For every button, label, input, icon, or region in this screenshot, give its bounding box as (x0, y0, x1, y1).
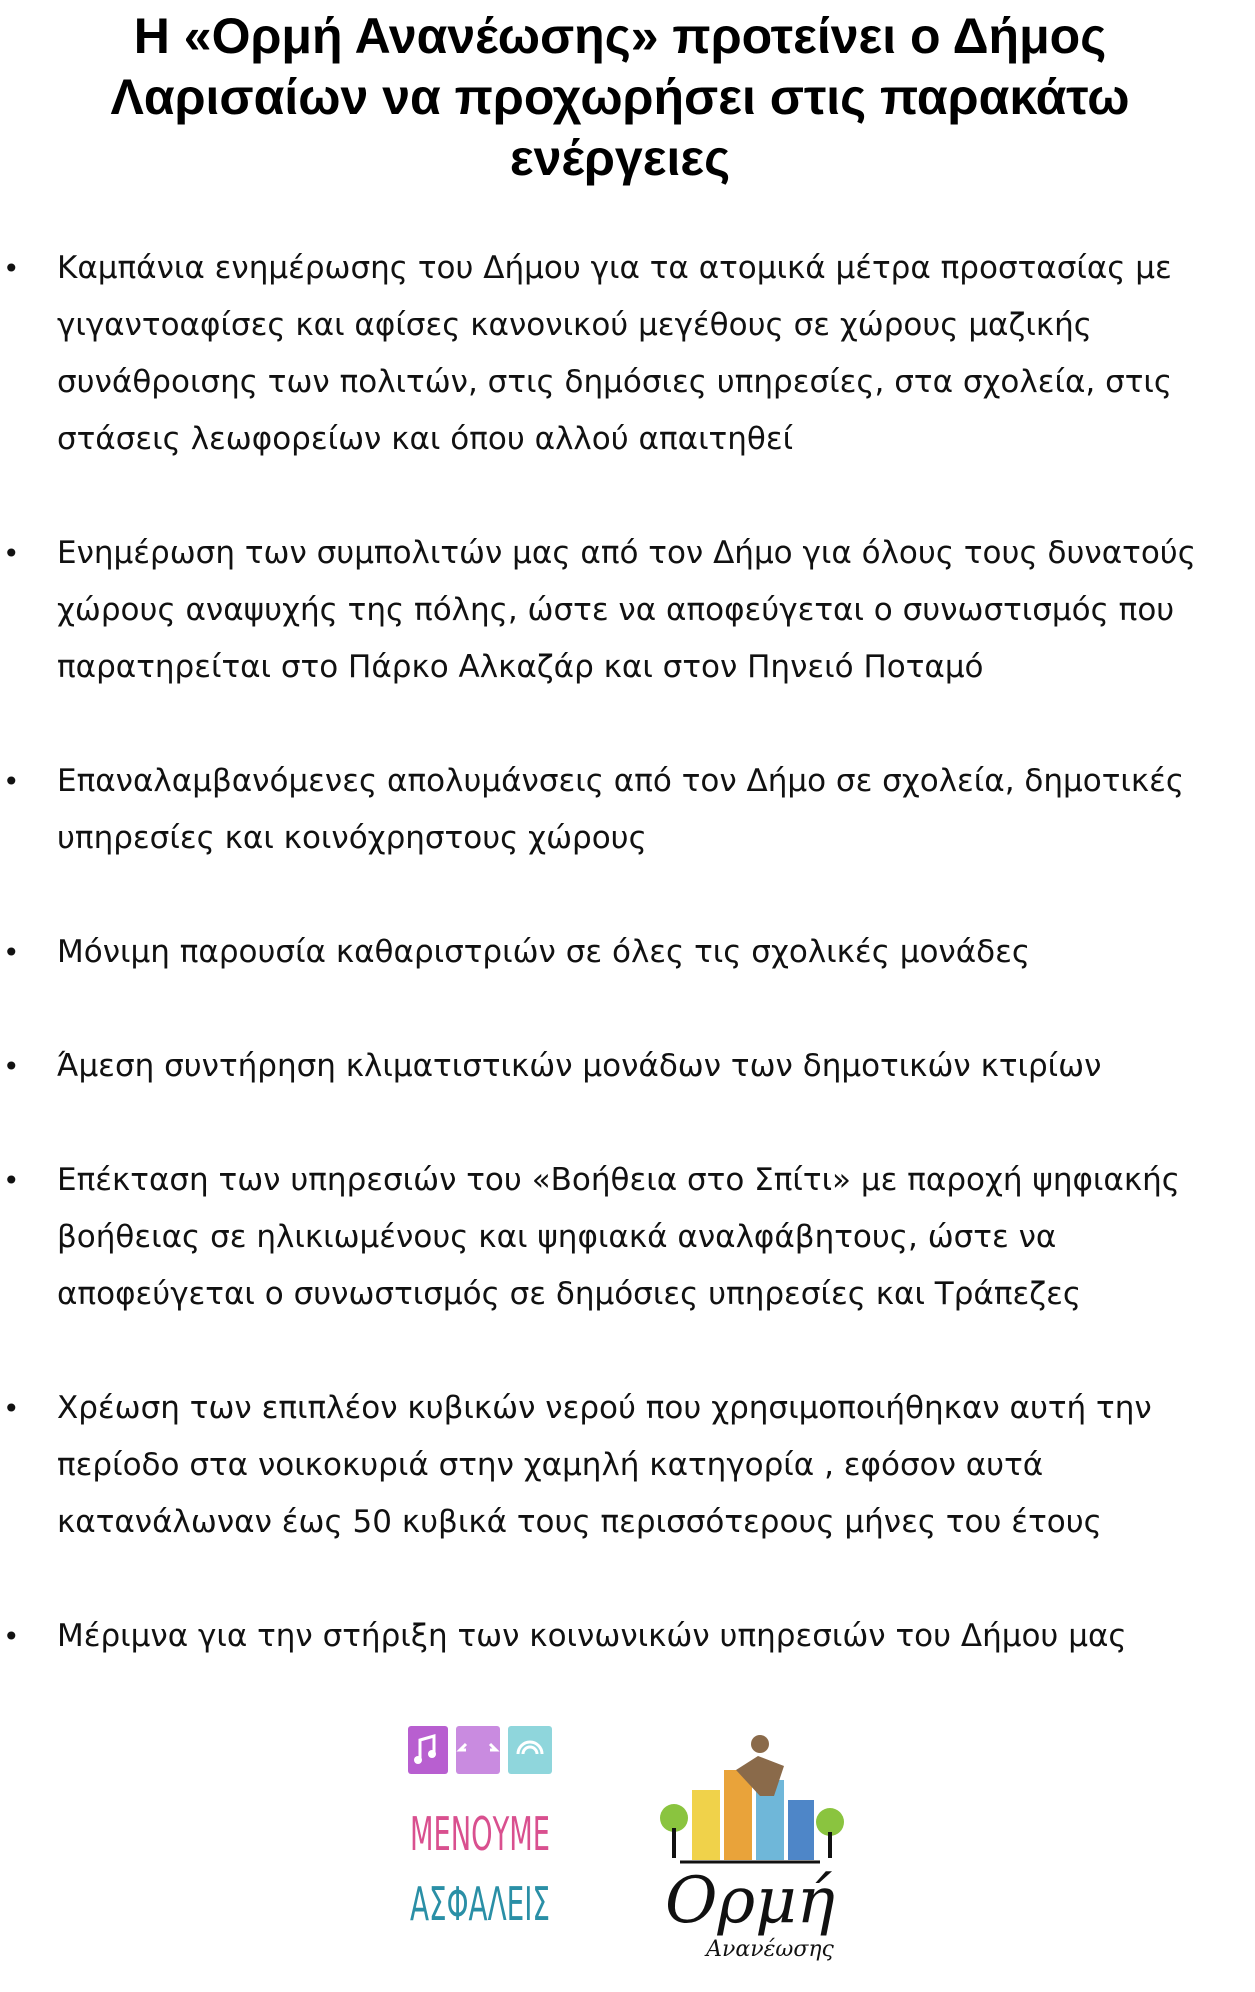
logos-footer (0, 1720, 1255, 1980)
list-item (0, 1038, 1255, 1095)
tree-icon (816, 1808, 844, 1836)
list-item-text: Επέκταση των υπηρεσιών του «Βοήθεια στο Σπίτι» με παροχή ψηφιακής βοήθειας σε ηλικιωμένους και ψηφιακά αναλφάβητους, ώστε να αποφεύγεται ο συνωστισμός σε δημόσιες υπηρεσίες και Τράπεζες (57, 1162, 1180, 1312)
list-item (0, 1380, 1255, 1551)
proposals-list (0, 240, 1255, 1722)
list-item-text: Μόνιμη παρουσία καθαριστριών σε όλες τις σχολικές μονάδες (57, 934, 1031, 970)
building-shape (692, 1790, 720, 1860)
list-item-text: Μέριμνα για την στήριξη των κοινωνικών υπηρεσιών του Δήμου μας (57, 1618, 1127, 1654)
building-shape (788, 1800, 814, 1860)
logo-line-1: ΜΕΝΟΥΜΕ (410, 1807, 550, 1861)
wifi-tile-icon (508, 1726, 552, 1774)
bullet-marker: • (3, 936, 20, 969)
list-item (0, 753, 1255, 867)
logo-line-2: ΑΣΦΑΛΕΙΣ (410, 1877, 550, 1931)
list-item (0, 525, 1255, 696)
bullet-marker: • (3, 1392, 20, 1425)
bullet-marker: • (3, 1164, 20, 1197)
list-item-text: Άμεση συντήρηση κλιματιστικών μονάδων των δημοτικών κτιρίων (57, 1048, 1102, 1084)
page-title: Η «Ορμή Ανανέωσης» προτείνει ο Δήμος Λαρισαίων να προχωρήσει στις παρακάτω ενέργειες (110, 8, 1130, 186)
list-item-text: Χρέωση των επιπλέον κυβικών νερού που χρησιμοποιήθηκαν αυτή την περίοδο στα νοικοκυριά στην χαμηλή κατηγορία , εφόσον αυτά κατανάλωναν έως 50 κυβικά τους περισσότερους μήνες του έτους (57, 1390, 1152, 1540)
bullet-marker: • (3, 1050, 20, 1083)
menoume-asfaleis-logo (400, 1720, 560, 1950)
list-item-text: Ενημέρωση των συμπολιτών μας από τον Δήμο για όλους τους δυνατούς χώρους αναψυχής της πόλης, ώστε να αποφεύγεται ο συνωστισμός που παρατηρείται στο Πάρκο Αλκαζάρ και στον Πηνειό Ποταμό (57, 535, 1196, 685)
logo-tagline: Ανανέωσης (706, 1937, 834, 1962)
tree-icon (660, 1804, 688, 1832)
bullet-marker: • (3, 537, 20, 570)
music-tile-icon (408, 1726, 448, 1774)
bullet-marker: • (3, 252, 20, 285)
bullet-marker: • (3, 765, 20, 798)
bullet-marker: • (3, 1620, 20, 1653)
list-item-text: Επαναλαμβανόμενες απολυμάνσεις από τον Δήμο σε σχολεία, δημοτικές υπηρεσίες και κοινόχρηστους χώρους (57, 763, 1185, 856)
ormi-ananeosis-logo (640, 1730, 860, 1970)
list-item-text: Καμπάνια ενημέρωσης του Δήμου για τα ατομικά μέτρα προστασίας με γιγαντοαφίσες και αφίσες κανονικού μεγέθους σε χώρους μαζικής συνάθροισης των πολιτών, στις δημόσιες υπηρεσίες, στα σχολεία, στις στάσεις λεωφορείων και όπου αλλού απαιτηθεί (57, 250, 1173, 457)
person-figure-icon (751, 1735, 769, 1753)
building-shape (724, 1770, 752, 1860)
list-item (0, 240, 1255, 468)
logo-name: Ορμή (664, 1864, 836, 1938)
list-item (0, 1152, 1255, 1323)
list-item (0, 1608, 1255, 1665)
list-item (0, 924, 1255, 981)
